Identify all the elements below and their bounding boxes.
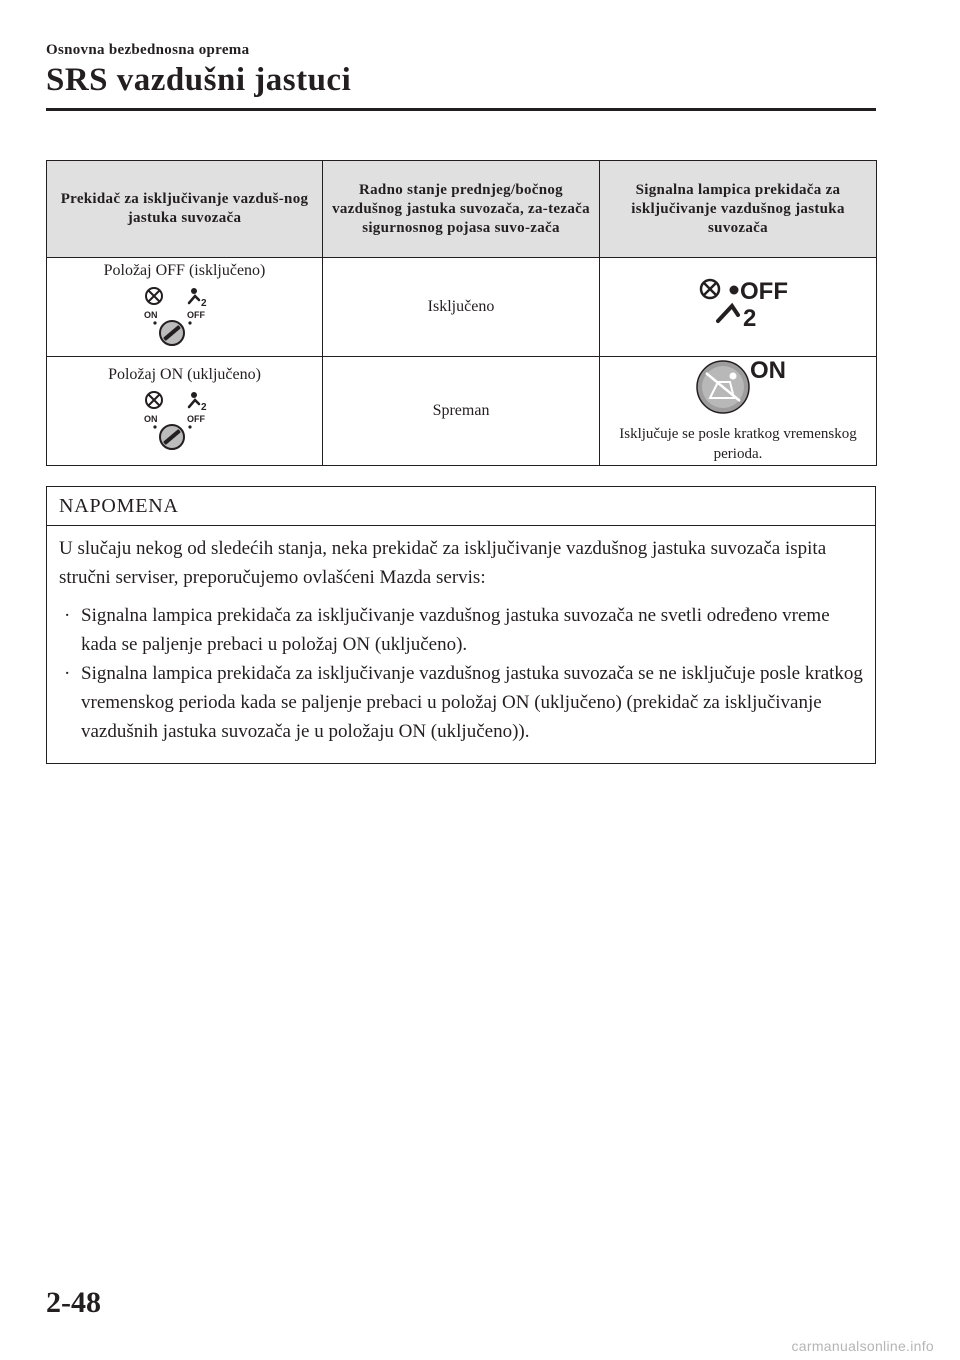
note-intro: U slučaju nekog od sledećih stanja, neka prekidač za isključivanje vazdušnog jastuka suvozača ispita stručni serviser, preporučujemo ovlašćeni Mazda servis: — [59, 538, 827, 588]
note-title: NAPOMENA — [47, 487, 875, 526]
column-header-indicator-light: Signalna lampica prekidača za isključivanje vazdušnog jastuka suvozača — [600, 161, 877, 258]
switch-off-label: OFF — [186, 414, 205, 424]
watermark: carmanualsonline.info — [791, 1338, 934, 1354]
switch-seat-number: 2 — [200, 298, 207, 309]
passenger-airbag-on-indicator-icon — [688, 358, 788, 416]
table-header-row — [47, 161, 877, 258]
switch-on-label: ON — [143, 310, 157, 320]
note-list — [59, 601, 863, 746]
title-rule — [46, 108, 876, 111]
switch-off-icon — [135, 285, 235, 347]
indicator-note: Isključuje se posle kratkog vremenskog perioda. — [619, 426, 857, 462]
switch-cell — [47, 258, 323, 357]
switch-on-label: ON — [143, 414, 157, 424]
bullet-icon: · — [64, 663, 71, 684]
indicator-off-text: OFF — [740, 278, 788, 305]
indicator-cell — [600, 258, 877, 357]
table-row — [47, 357, 877, 466]
page-title: SRS vazdušni jastuci — [46, 62, 352, 98]
switch-seat-number: 2 — [200, 402, 207, 413]
operating-state-cell: Isključeno — [323, 258, 600, 357]
bullet-icon: · — [64, 605, 71, 626]
column-header-operating-state: Radno stanje prednjeg/bočnog vazdušnog jastuka suvozača, za-tezača sigurnosnog pojasa suvo-zača — [323, 161, 600, 258]
note-box — [46, 486, 876, 764]
switch-cell — [47, 357, 323, 466]
section-label: Osnovna bezbednosna oprema — [46, 42, 250, 58]
list-item-text: Signalna lampica prekidača za isključivanje vazdušnog jastuka suvozača ne svetli određeno vreme kada se paljenje prebaci u položaj ON (uključeno). — [81, 605, 830, 655]
list-item-text: Signalna lampica prekidača za isključivanje vazdušnog jastuka suvozača se ne isključuje posle kratkog vremenskog perioda kada se paljenje prebaci u položaj ON (uključeno) (prekidač za isključivanje vazdušnih jastuka suvozača je u položaju ON (uključeno)). — [81, 663, 863, 742]
switch-off-label: OFF — [186, 310, 205, 320]
indicator-on-text: ON — [750, 358, 786, 384]
note-body — [47, 526, 875, 746]
column-header-switch: Prekidač za isključivanje vazduš-nog jastuka suvozača — [47, 161, 323, 258]
passenger-airbag-off-indicator-icon — [688, 273, 788, 335]
operating-state-cell: Spreman — [323, 357, 600, 466]
list-item — [59, 659, 863, 746]
page-number: 2-48 — [46, 1286, 101, 1319]
switch-position-label: Položaj OFF (isključeno) — [103, 262, 266, 279]
indicator-cell — [600, 357, 877, 466]
table-row — [47, 258, 877, 357]
switch-position-label: Položaj ON (uključeno) — [108, 366, 261, 383]
list-item — [59, 601, 863, 659]
airbag-switch-table — [46, 160, 877, 466]
switch-on-icon — [135, 389, 235, 451]
indicator-seat-number: 2 — [743, 305, 757, 332]
